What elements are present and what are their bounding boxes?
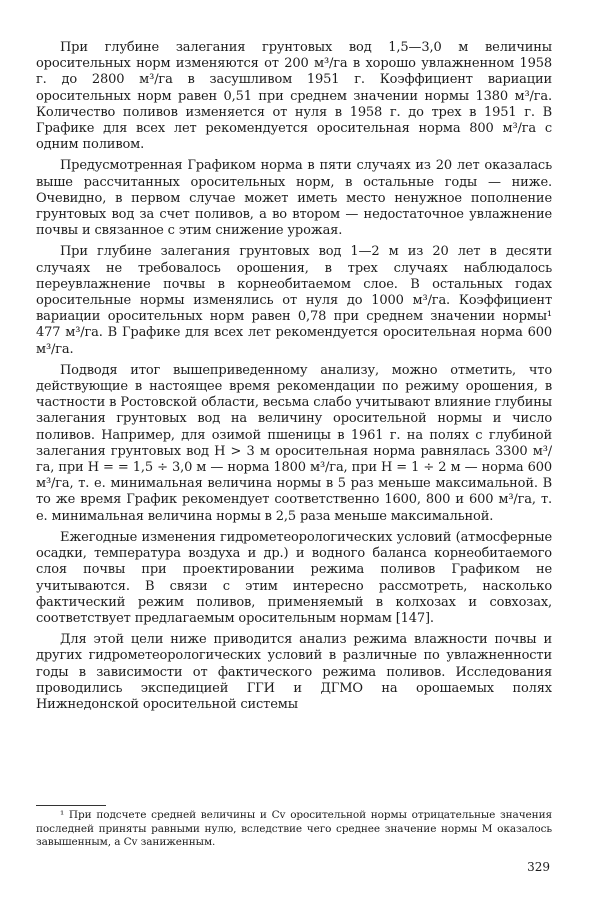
page-number: 329 xyxy=(527,860,550,874)
footnote: ¹ При подсчете средней величины и Cv оросительной нормы отрицательные значения последней приняты равными нулю, вследствие чего среднее значение нормы M оказалось завышенным, а Cv заниженным. xyxy=(36,809,552,848)
paragraph-5: Ежегодные изменения гидрометеорологических условий (атмосферные осадки, температура воздуха и др.) и водного баланса корнеобитаемого слоя почвы при проектировании режима поливов Графиком не учитываются. В связи с этим интересно рассмотреть, насколько фактический режим поливов, применяемый в колхозах и совхозах, соответствует предлагаемым оросительным нормам [147]. xyxy=(36,529,552,626)
main-text xyxy=(36,40,552,718)
paragraph-4: Подводя итог вышеприведенному анализу, можно отметить, что действующие в настоящее время рекомендации по режиму орошения, в частности в Ростовской области, весьма слабо учитывают влияние глубины залегания грунтовых вод на величину оросительной нормы и число поливов. Например, для озимой пшеницы в 1961 г. на полях с глубиной залегания грунтовых вод H > 3 м оросительная норма равнялась 3300 м³/га, при H = = 1,5 ÷ 3,0 м — норма 1800 м³/га, при H = 1 ÷ 2 м — норма 600 м³/га, т. е. минимальная величина нормы в 5 раз меньше максимальной. В то же время График рекомендует соответственно 1600, 800 и 600 м³/га, т. е. минимальная величина нормы в 2,5 раза меньше максимальной. xyxy=(36,362,552,524)
paragraph-6: Для этой цели ниже приводится анализ режима влажности почвы и других гидрометеорологических условий в различные по увлажненности годы в зависимости от фактического режима поливов. Исследования проводились экспедицией ГГИ и ДГМО на орошаемых полях Нижнедонской оросительной системы xyxy=(36,632,552,712)
paragraph-3: При глубине залегания грунтовых вод 1—2 м из 20 лет в десяти случаях не требовалось орошения, в трех случаях наблюдалось переувлажнение почвы в корнеобитаемом слое. В остальных годах оросительные нормы изменялись от нуля до 1000 м³/га. Коэффициент вариации оросительных норм равен 0,78 при среднем значении нормы¹ 477 м³/га. В Графике для всех лет рекомендуется оросительная норма 600 м³/га. xyxy=(36,244,552,357)
footnote-divider xyxy=(36,805,106,806)
paragraph-1: При глубине залегания грунтовых вод 1,5—3,0 м величины оросительных норм изменяются от 200 м³/га в хорошо увлажненном 1958 г. до 2800 м³/га в засушливом 1951 г. Коэффициент вариации оросительных норм равен 0,51 при среднем значении нормы 1380 м³/га. Количество поливов изменяется от нуля в 1958 г. до трех в 1951 г. В Графике для всех лет рекомендуется оросительная норма 800 м³/га с одним поливом. xyxy=(36,40,552,153)
paragraph-2: Предусмотренная Графиком норма в пяти случаях из 20 лет оказалась выше рассчитанных оросительных норм, в остальные годы — ниже. Очевидно, в первом случае может иметь место ненужное пополнение грунтовых вод за счет поливов, а во втором — недостаточное увлажнение почвы и связанное с этим снижение урожая. xyxy=(36,158,552,239)
